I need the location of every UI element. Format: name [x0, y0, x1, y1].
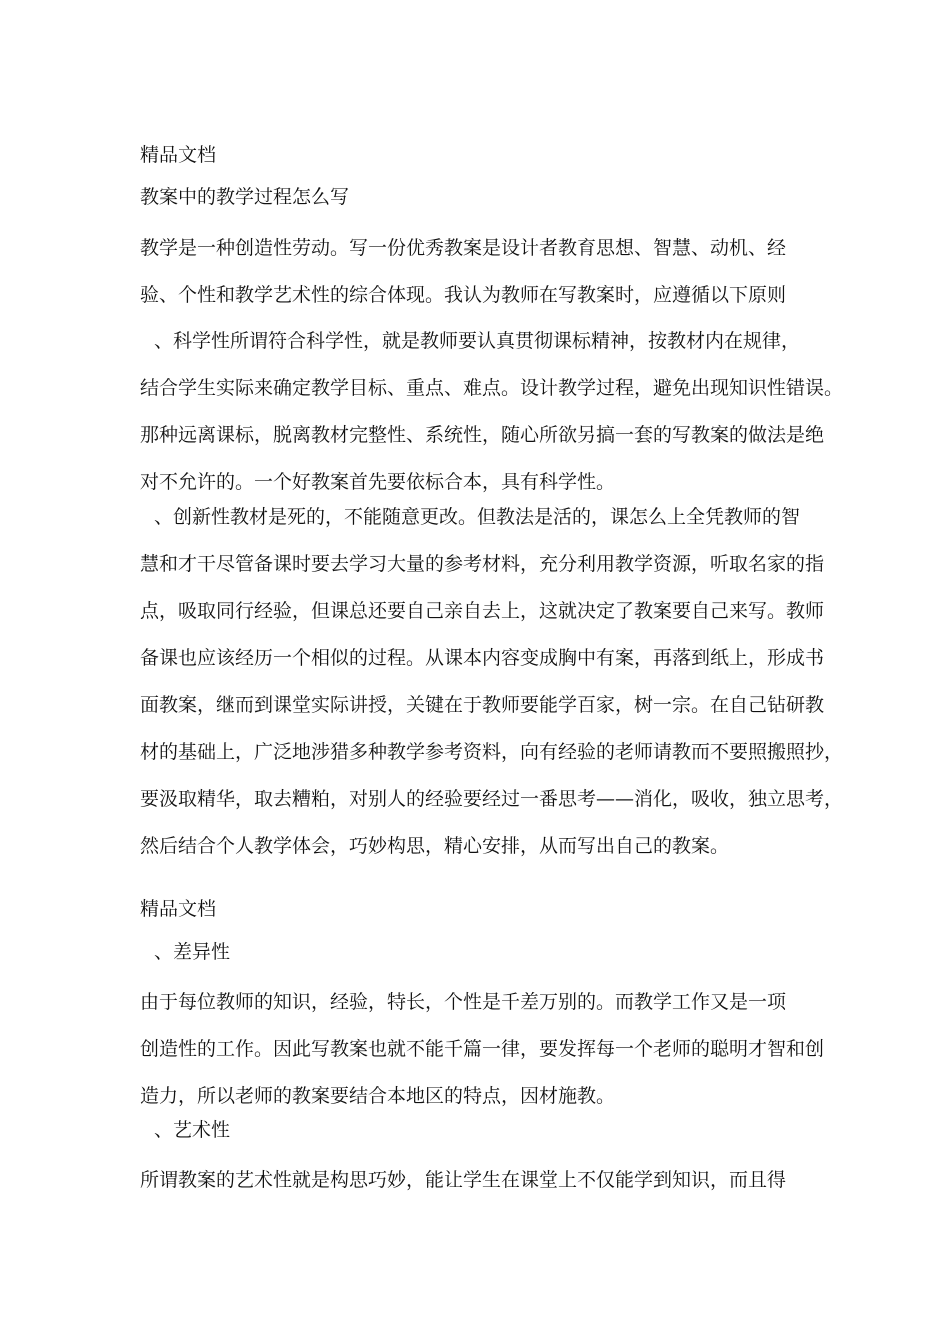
page-header: [140, 140, 840, 170]
section-scientific: [140, 318, 844, 506]
paragraph-line: 然后结合个人教学体会，巧妙构思，精心安排，从而写出自己的教案。: [140, 835, 730, 857]
page-header: [140, 894, 840, 924]
paragraph-line: 由于每位教师的知识，经验，特长，个性是千差万别的。而教学工作又是一项: [140, 991, 787, 1013]
paragraph-line: 备课也应该经历一个相似的过程。从课本内容变成胸中有案，再落到纸上，形成书: [140, 647, 825, 669]
paragraph-line: 那种远离课标，脱离教材完整性、系统性，随心所欲另搞一套的写教案的做法是绝: [140, 424, 825, 446]
paragraph-line: 材的基础上，广泛地涉猎多种教学参考资料，向有经验的老师请教而不要照搬照抄，: [140, 741, 844, 763]
paragraph-line: 、创新性教材是死的，不能随意更改。但教法是活的，课怎么上全凭教师的智: [154, 506, 801, 528]
intro-paragraph: [140, 225, 840, 319]
paragraph-line: 点，吸取同行经验，但课总还要自己亲自去上，这就决定了教案要自己来写。教师: [140, 600, 825, 622]
section-heading-artistry: [140, 1115, 840, 1145]
title-text: 教案中的教学过程怎么写: [140, 186, 350, 208]
paragraph-line: 教学是一种创造性劳动。写一份优秀教案是设计者教育思想、智慧、动机、经: [140, 237, 787, 259]
paragraph-line: 要汲取精华，取去糟粕，对别人的经验要经过一番思考——消化，吸收，独立思考，: [140, 788, 844, 810]
paragraph-line: 结合学生实际来确定教学目标、重点、难点。设计教学过程，避免出现知识性错误。: [140, 377, 844, 399]
heading-text: 、差异性: [154, 941, 231, 963]
paragraph-line: 对不允许的。一个好教案首先要依标合本，具有科学性。: [140, 471, 616, 493]
header-text: 精品文档: [140, 898, 217, 920]
paragraph-line: 、科学性所谓符合科学性，就是教师要认真贯彻课标精神，按教材内在规律，: [154, 330, 801, 352]
section-heading-difference: [140, 937, 840, 967]
section-artistry: [140, 1157, 840, 1204]
section-innovation: [140, 494, 844, 870]
paragraph-line: 验、个性和教学艺术性的综合体现。我认为教师在写教案时，应遵循以下原则: [140, 284, 787, 306]
header-text: 精品文档: [140, 144, 217, 166]
paragraph-line: 所谓教案的艺术性就是构思巧妙，能让学生在课堂上不仅能学到知识，而且得: [140, 1169, 787, 1191]
paragraph-line: 创造性的工作。因此写教案也就不能千篇一律，要发挥每一个老师的聪明才智和创: [140, 1038, 825, 1060]
paragraph-line: 造力，所以老师的教案要结合本地区的特点，因材施教。: [140, 1085, 616, 1107]
heading-text: 、艺术性: [154, 1119, 231, 1141]
paragraph-line: 面教案，继而到课堂实际讲授，关键在于教师要能学百家，树一宗。在自己钻研教: [140, 694, 825, 716]
paragraph-line: 慧和才干尽管备课时要去学习大量的参考材料，充分利用教学资源，听取名家的指: [140, 553, 825, 575]
section-difference: [140, 979, 840, 1120]
document-title: [140, 182, 840, 212]
